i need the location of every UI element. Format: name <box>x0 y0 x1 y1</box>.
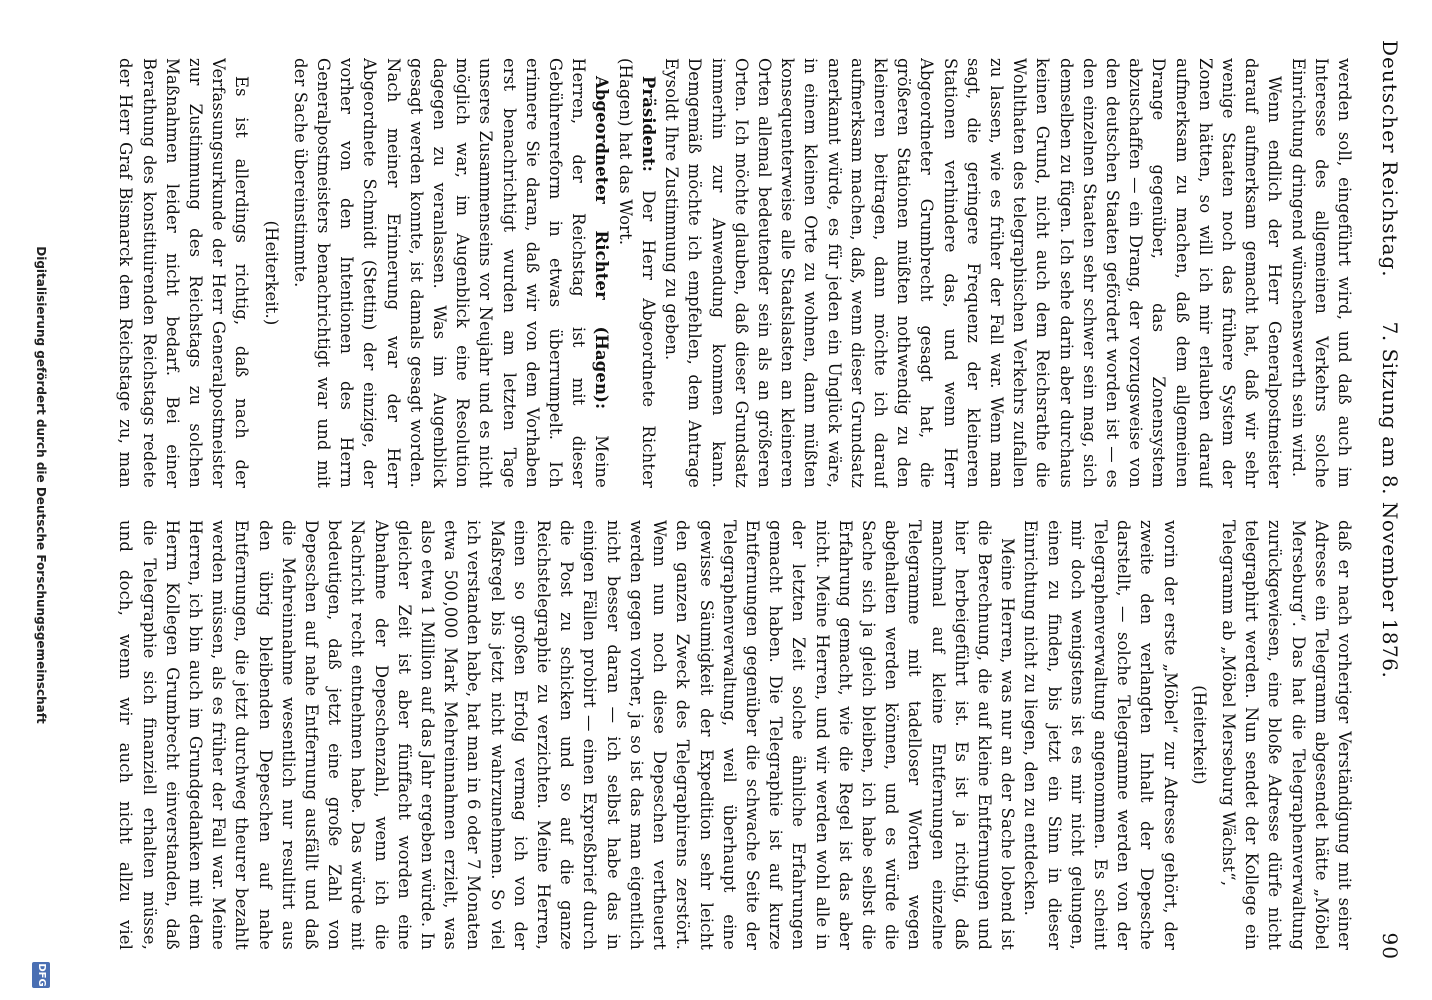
speaker-label: Abgeordneter Richter (Hagen): <box>592 76 612 410</box>
speech-text: Meine Herren, der Reichstag ist mit dieser Gebührenreform in etwas überrumpelt. Ich erinnere Sie daran, daß wir von dem Vorhaben erst benachrichtigt wurden am letzten Tage unseres Zusammenseins vor Neujahr und es nicht möglich war, im Augenblick eine Resolution dagegen zu veranlassen. Was im Augenblick gesagt werden konnte, ist damals gesagt worden. Nach meiner Erinnerung war der Herr Abgeordnete Schmidt (Stettin) der einzige, der vorher von den Intentionen des Herrn Generalpostmeisters benachrichtigt war und mit der Sache übereinstimmte. <box>290 58 612 488</box>
speech-paragraph <box>289 58 614 488</box>
footer <box>28 0 52 1000</box>
running-head <box>1376 40 1410 960</box>
speaker-label: Präsident: <box>638 76 658 172</box>
stage-direction: (Heiterkeit.) <box>261 220 281 326</box>
right-column-paragraph: worin der erste „Möbel“ zur Adresse gehört, der zweite den verlangten Inhalt der Depesche darstellt, — solche Telegramme werden von der Telegraphenverwaltung angenommen. Es scheint mir doch wenigstens ist es mir nicht gelungen, einen zu finden, bis jetzt ein Sinn in dieser Einrichtung nicht zu liegen, den zu entdecken. <box>1021 520 1180 950</box>
left-column-paragraph: Wenn endlich der Herr Generalpostmeister darauf aufmerksam gemacht hat, daß wir sehr wenige Staaten noch das frühere System der Zonen hätten, so will ich mir erlauben darauf aufmerksam zu machen, daß dem allgemeinen Drange gegenüber, das Zonensystem abzuschaffen — ein Drang, der vorzugsweise von den deutschen Staaten gefördert worden ist — es den einzelnen Staaten sehr schwer sein mag, sich demselben zu fügen. Ich sehe darin aber durchaus keinen Grund, nicht auch dem Reichsrathe die Wohlthaten des telegraphischen Verkehrs zufallen zu lassen, wie es früher der Fall war. Wenn man sagt, die geringere Frequenz der kleineren Stationen verhindere das, und wenn Herr Abgeordneter Grumbrecht gesagt hat, die größeren Stationen müßten nothwendig zu den kleineren beitragen, dann möchte ich darauf aufmerksam machen, daß, wenn dieser Grundsatz anerkannt würde, es für jeden ein Unglück wäre, in einem kleinen Orte zu wohnen, dann müßten konsequenterweise alle Staatslasten an kleineren Orten allemal bedeutender sein als an größeren Orten. Ich möchte glauben, daß dieser Grundsatz immerhin zur Anwendung kommen kann. Demgemäß möchte ich empfehlen, dem Antrage Eysoldt Ihre Zustimmung zu geben. <box>662 58 1285 488</box>
funding-notice: Digitalisierung gefördert durch die Deutsche Forschungsgemeinschaft <box>34 246 48 724</box>
right-column-paragraph: daß er nach vorheriger Verständigung mit seiner Adresse ein Telegramm abgesendet hätte „Möbel Merseburg“. Das hat die Telegraphenverwaltung zurückgewiesen, eine bloße Adresse dürfe nicht telegraphirt werden. Nun sendet der Kollege ein Telegramm ab „Möbel Merseburg Wächst“, <box>1218 520 1354 950</box>
running-head-left: Deutscher Reichstag. <box>1378 40 1402 278</box>
stage-direction: (Heiterkeit) <box>1189 685 1209 785</box>
left-column-paragraph: Es ist allerdings richtig, daß nach der Verfassungsurkunde der Herr Generalpostmeister zur Zustimmung des Reichstags zu solchen Maßnahmen leider nicht bedarf. Bei einer Berathung des konstituirenden Reichstags redete der Herr Graf Bismarck dem Reichstage zu, man <box>116 58 252 488</box>
speech-paragraph <box>614 58 660 488</box>
right-column-paragraph: Meine Herren, was nur an der Sache lobend ist die Berechnung, die auf kleine Entfernungen und hier herbeigeführt ist. Es ist ja richtig, daß manchmal auf kleine Entfernungen einzelne Telegramme mit tadelloser Worten wegen abgehalten werden können, und es würde die Sache sich ja gleich bleiben, ich habe selbst die Erfahrung gemacht, wie die Regel ist das aber nicht. Meine Herren, und wir werden wohl alle in der letzten Zeit solche ähnliche Erfahrungen gemacht haben. Die Telegraphie ist auf kurze Entfernungen gegenüber die schwache Seite der Telegraphenverwaltung, weil überhaupt eine gewisse Säumigkeit der Expedition sehr leicht den ganzen Zweck des Telegraphirens zerstört. Wenn nun noch diese Depeschen vertheuert werden gegen vorher, ja so ist das man eigentlich nicht besser daran — ich selbst habe das in einigen Fällen probirt — einen Expreßbrief durch die Post zu schicken und so auf die ganze Reichstelegraphie zu verzichten. Meine Herren, einen so großen Erfolg vermag ich von der Maßregel bis jetzt nicht wahrzunehmen. So viel ich verstanden habe, hat man in 6 oder 7 Monaten etwa 500,000 Mark Mehreinnahmen erzielt, was also etwa 1 Million auf das Jahr ergeben würde. In gleicher Zeit ist aber fünffacht worden eine Abnahme der Depeschenzahl, wenn ich die Nachricht recht entnehmen habe. Das würde mit bedeutigen, daß jetzt eine große Zahl von Depeschen auf nahe Entfernung ausfällt und daß die Mehreinnahme wesentlich nur resultirt aus den übrig bleibenden Depeschen auf nahe Entfernungen, die jetzt durchweg theurer bezahlt werden müssen, als es früher der Fall war. Meine Herren, ich bin auch im Grundgedanken mit dem Herrn Kollegen Grumbrecht einverstanden, daß die Telegraphie sich finanziell erhalten müsse, und doch, wenn wir auch nicht allzu viel <box>116 520 1018 950</box>
right-column <box>116 520 1356 950</box>
left-column-paragraph: werden soll, eingeführt wird, und daß auch im Interesse des allgemeinen Verkehrs solche Einrichtung dringend wünschenswerth sein wird. <box>1288 58 1354 488</box>
left-column <box>116 58 1356 488</box>
dfg-logo: DFG <box>32 962 50 988</box>
page-number: 90 <box>1378 932 1402 960</box>
running-head-center: 7. Sitzung am 8. November 1876. <box>1378 321 1402 679</box>
speech-text: Der Herr Abgeordnete Richter (Hagen) hat das Wort. <box>615 58 658 488</box>
